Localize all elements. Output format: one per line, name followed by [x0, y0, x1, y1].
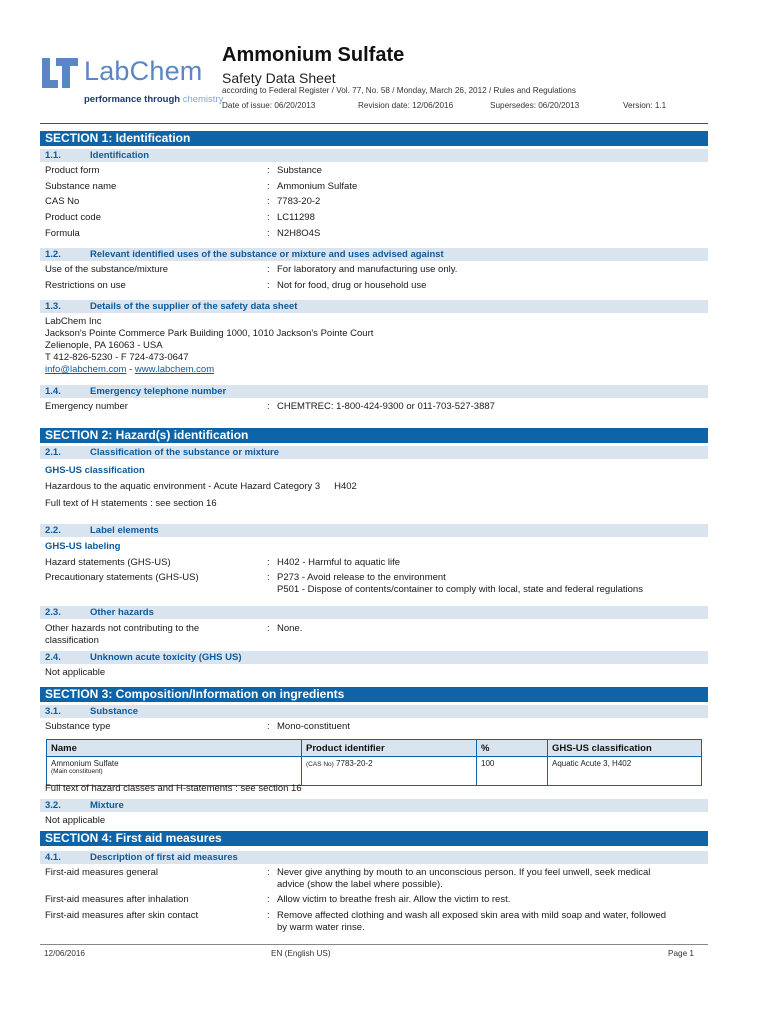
subsection-number: 3.1.: [45, 706, 61, 717]
tagline-part1: performance through: [84, 94, 181, 105]
column-header-ghs-classification: GHS-US classification: [548, 740, 702, 757]
full-text-h-statements: Full text of H statements : see section 16: [45, 498, 217, 509]
value-text: H402 - Harmful to aquatic life: [277, 557, 401, 568]
subsection-2-2: [40, 524, 708, 537]
subsection-title: Description of first aid measures: [90, 852, 238, 863]
subsection-number: 1.3.: [45, 301, 61, 312]
hazard-code: H402: [334, 481, 357, 492]
product-code-label: Product code: [45, 212, 101, 223]
product-form-label: Product form: [45, 165, 100, 176]
value-text: 7783-20-2: [277, 196, 321, 207]
logo-tagline: [84, 94, 223, 105]
supersedes-date: Supersedes: 06/20/2013: [490, 101, 580, 110]
ghs-classification-heading: GHS-US classification: [45, 465, 145, 476]
precautionary-value-1: : P273 - Avoid release to the environment: [267, 572, 446, 583]
subsection-title: Other hazards: [90, 607, 154, 618]
formula-value: : N2H8O4S: [267, 228, 321, 239]
other-hazards-label-2: classification: [45, 635, 99, 646]
substance-type-value: : Mono-constituent: [267, 721, 350, 732]
substance-name-label: Substance name: [45, 181, 117, 192]
subsection-number: 2.3.: [45, 607, 61, 618]
subsection-1-2: [40, 248, 708, 261]
ingredient-note: (Main constituent): [51, 768, 103, 775]
supplier-address-2: Zelienople, PA 16063 - USA: [45, 340, 163, 351]
value-text: Substance: [277, 165, 322, 176]
first-aid-inhalation-value: : Allow victim to breathe fresh air. Allow the victim to rest.: [267, 894, 511, 905]
first-aid-inhalation-label: First-aid measures after inhalation: [45, 894, 189, 905]
value-text: P273 - Avoid release to the environment: [277, 572, 446, 583]
cas-label: CAS No: [45, 196, 80, 207]
section-3-heading: SECTION 3: Composition/Information on ingredients: [40, 687, 708, 702]
subsection-4-1: [40, 851, 708, 864]
first-aid-skin-value-1: : Remove affected clothing and wash all exposed skin area with mild soap and water, followed: [267, 910, 667, 921]
subsection-2-4: [40, 651, 708, 664]
subsection-number: 3.2.: [45, 800, 61, 811]
column-header-percent: %: [477, 740, 548, 757]
revision-date: Revision date: 12/06/2016: [358, 101, 454, 110]
emergency-value: : CHEMTREC: 1-800-424-9300 or 011-703-527-3887: [267, 401, 495, 412]
product-form-value: : Substance: [267, 165, 322, 176]
subsection-number: 1.2.: [45, 249, 61, 260]
subsection-title: Substance: [90, 706, 139, 717]
value-text: Mono-constituent: [277, 721, 350, 732]
subsection-number: 1.4.: [45, 386, 61, 397]
column-header-product-identifier: Product identifier: [302, 740, 477, 757]
subsection-number: 4.1.: [45, 852, 61, 863]
subsection-1-3: [40, 300, 708, 313]
subsection-title: Relevant identified uses of the substance or mixture and uses advised against: [90, 249, 444, 260]
subsection-number: 2.2.: [45, 525, 61, 536]
hazard-statements-value: : H402 - Harmful to aquatic life: [267, 557, 401, 568]
mixture-value: Not applicable: [45, 815, 106, 826]
hazard-statements-label: Hazard statements (GHS-US): [45, 557, 171, 568]
supplier-address-1: Jackson's Pointe Commerce Park Building 1000, 1010 Jackson's Pointe Court: [45, 328, 374, 339]
subsection-title: Unknown acute toxicity (GHS US): [90, 652, 242, 663]
tagline-part2: chemistry: [182, 94, 224, 105]
cell-percent: 100: [477, 757, 548, 786]
subsection-title: Label elements: [90, 525, 159, 536]
cas-value: : 7783-20-2: [267, 196, 321, 207]
composition-table: [46, 739, 702, 786]
identifier-prefix: (CAS No): [306, 761, 334, 768]
issue-date: Date of issue: 06/20/2013: [222, 101, 316, 110]
value-text: CHEMTREC: 1-800-424-9300 or 011-703-527-3887: [277, 401, 495, 412]
footer-divider: [40, 944, 708, 945]
cell-name: [47, 757, 302, 786]
subsection-title: Mixture: [90, 800, 124, 811]
document-subtitle: Safety Data Sheet: [222, 70, 336, 86]
subsection-title: Classification of the substance or mixture: [90, 447, 279, 458]
subsection-2-3: [40, 606, 708, 619]
other-hazards-value: : None.: [267, 623, 303, 634]
hazard-category: Hazardous to the aquatic environment - Acute Hazard Category 3: [45, 481, 321, 492]
logo-wordmark: LabChem: [84, 56, 203, 86]
precautionary-value-2: [267, 584, 643, 596]
acute-toxicity-value: Not applicable: [45, 667, 106, 678]
emergency-label: Emergency number: [45, 401, 128, 412]
regulation-reference: according to Federal Register / Vol. 77, No. 58 / Monday, March 26, 2012 / Rules and Regulations: [222, 86, 576, 95]
first-aid-skin-label: First-aid measures after skin contact: [45, 910, 199, 921]
product-code-value: : LC11298: [267, 212, 315, 223]
cell-product-identifier: [302, 757, 477, 786]
precautionary-label: Precautionary statements (GHS-US): [45, 572, 199, 583]
value-text: LC11298: [277, 212, 315, 223]
subsection-title: Identification: [90, 150, 150, 161]
version: Version: 1.1: [623, 101, 667, 110]
value-text: For laboratory and manufacturing use only.: [277, 264, 458, 275]
table-header-row: [47, 740, 702, 757]
value-text: None.: [277, 623, 303, 634]
value-text: advice (show the label where possible).: [277, 879, 443, 890]
section-1-heading: SECTION 1: Identification: [40, 131, 708, 146]
labchem-logo-mark-icon: [42, 58, 78, 88]
substance-type-label: Substance type: [45, 721, 111, 732]
first-aid-general-value-2: [267, 879, 443, 891]
subsection-title: Details of the supplier of the safety data sheet: [90, 301, 298, 312]
subsection-1-4: [40, 385, 708, 398]
formula-label: Formula: [45, 228, 80, 239]
first-aid-general-value-1: : Never give anything by mouth to an unconscious person. If you feel unwell, seek medical: [267, 867, 651, 878]
ingredient-name: Ammonium Sulfate: [51, 759, 119, 768]
substance-name-value: : Ammonium Sulfate: [267, 181, 358, 192]
identifier-value: 7783-20-2: [336, 759, 373, 768]
column-header-name: Name: [47, 740, 302, 757]
full-text-hazard-classes: Full text of hazard classes and H-statements : see section 16: [45, 783, 302, 794]
subsection-number: 2.4.: [45, 652, 61, 663]
document-title: Ammonium Sulfate: [222, 44, 405, 66]
table-row: [47, 757, 702, 786]
restrictions-label: Restrictions on use: [45, 280, 126, 291]
labchem-logo: [42, 56, 222, 106]
subsection-number: 1.1.: [45, 150, 61, 161]
subsection-2-1: [40, 446, 708, 459]
footer-language: EN (English US): [271, 949, 331, 958]
value-text: Ammonium Sulfate: [277, 181, 358, 192]
first-aid-general-label: First-aid measures general: [45, 867, 158, 878]
supplier-email-link[interactable]: info@labchem.com: [45, 364, 127, 375]
footer-date: 12/06/2016: [44, 949, 85, 958]
use-label: Use of the substance/mixture: [45, 264, 169, 275]
contact-separator: -: [126, 364, 135, 375]
value-text: P501 - Dispose of contents/container to comply with local, state and federal regulations: [277, 584, 643, 595]
section-4-heading: SECTION 4: First aid measures: [40, 831, 708, 846]
value-text: Not for food, drug or household use: [277, 280, 427, 291]
hazard-classification-line: [45, 481, 357, 493]
restrictions-value: : Not for food, drug or household use: [267, 280, 427, 291]
value-text: Never give anything by mouth to an unconscious person. If you feel unwell, seek medical: [277, 867, 651, 878]
value-text: by warm water rinse.: [277, 922, 365, 933]
other-hazards-label-1: Other hazards not contributing to the: [45, 623, 200, 634]
ghs-labeling-heading: GHS-US labeling: [45, 541, 121, 552]
subsection-title: Emergency telephone number: [90, 386, 227, 397]
use-value: : For laboratory and manufacturing use only.: [267, 264, 458, 275]
cell-classification: Aquatic Acute 3, H402: [548, 757, 702, 786]
supplier-name: LabChem Inc: [45, 316, 102, 327]
footer-page-number: Page 1: [668, 949, 694, 958]
supplier-phone: T 412-826-5230 - F 724-473-0647: [45, 352, 189, 363]
supplier-website-link[interactable]: www.labchem.com: [134, 364, 215, 375]
subsection-number: 2.1.: [45, 447, 61, 458]
subsection-3-1: [40, 705, 708, 718]
section-2-heading: SECTION 2: Hazard(s) identification: [40, 428, 708, 443]
header-divider: [40, 123, 708, 124]
supplier-contact: [45, 364, 214, 376]
value-text: Allow victim to breathe fresh air. Allow the victim to rest.: [277, 894, 511, 905]
subsection-1-1: [40, 149, 708, 162]
subsection-3-2: [40, 799, 708, 812]
first-aid-skin-value-2: [267, 922, 365, 934]
value-text: N2H8O4S: [277, 228, 321, 239]
value-text: Remove affected clothing and wash all exposed skin area with mild soap and water, followed: [277, 910, 667, 921]
